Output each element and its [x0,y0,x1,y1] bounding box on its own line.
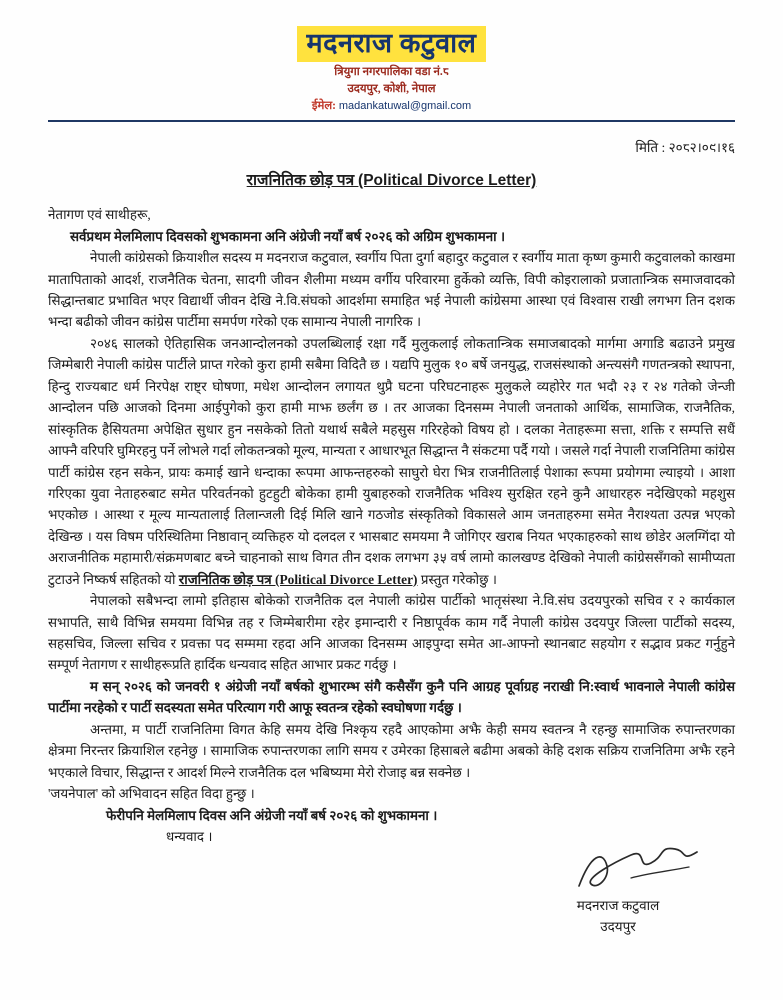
paragraph-2 [48,333,735,590]
signatory-place: उदयपुर [600,919,636,935]
paragraph-1: नेपाली कांग्रेसको क्रियाशील सदस्य म मदनराज कटुवाल, स्वर्गीय पिता दुर्गा बहादुर कटुवाल र स्वर्गीय माता कृष्ण कुमारी कटुवालको काखमा मातापिताको आदर्श, राजनैतिक चेतना, सादगी जीवन शैलीमा मध्यम वर्गीय परिवारमा हुर्केको व्यक्ति, विपी कोइरालाको प्रजातान्त्रिक समाजवादको सिद्धान्तबाट प्रभावित भएर विद्यार्थी जीवन देखि ने.वि.संघको आदर्शमा समाहित भई नेपाली कांग्रेसमा आस्था एवं विश्वास राखी लगभग तिन दशक भन्दा बढीको जीवन कांग्रेस पार्टीमा समर्पण गरेको एक सामान्य नेपाली नागरिक । [48,250,735,330]
salutation: नेतागण एवं साथीहरू, [48,207,151,223]
declaration-paragraph: म सन् २०२६ को जनवरी १ अंग्रेजी नयाँ बर्षको शुभारम्भ संगै कसैसँग कुनै पनि आग्रह पूर्वाग्रह नराखी नि:स्वार्थ भावनाले नेपाली कांग्रेस पार्टीमा नरहेको र पार्टी सदस्यता समेत परित्याग गरी आफू स्वतन्त्र रहेको स्वघोषणा गर्दछु । [48,678,735,716]
signatory-name: मदनराज कटुवाल [576,898,660,914]
document-title-nepali: राजनितिक छोड़ पत्र [246,172,359,190]
thanks-line: धन्यवाद । [166,828,213,844]
letterhead-divider [48,120,735,122]
signature-block [513,842,723,938]
jaya-nepal-line: 'जयनेपाल' को अभिवादन सहित विदा हुन्छु । [48,786,255,802]
sender-email-row [48,99,735,114]
letterhead [48,26,735,122]
sender-name: मदनराज कटुवाल [297,26,487,62]
letter-body [48,204,735,847]
signature-icon [573,842,703,894]
paragraph-2-closing: प्रस्तुत गरेकोछु । [417,571,497,587]
inline-title-nepali: राजनितिक छोड़ पत्र [178,571,275,587]
greeting-line: सर्वप्रथम मेलमिलाप दिवसको शुभकामना अनि अंग्रेजी नयाँ बर्ष २०२६ को अग्रिम शुभकामना । [70,228,506,244]
sender-address-line2: उदयपुर, कोशी, नेपाल [347,83,436,96]
paragraph-3: नेपालको सबैभन्दा लामो इतिहास बोकेको राजनैतिक दल नेपाली कांग्रेस पार्टीको भातृसंस्था ने.वि.संघ उदयपुरको सचिव र २ कार्यकाल सभापति, साथै विभिन्न समयमा विभिन्न तह र जिम्मेबारीमा रहेर इमान्दारी र निष्ठापूर्वक काम गर्दै नेपाली कांग्रेस उदयपुर जिल्ला पार्टीको सदस्य, सहसचिव, जिल्ला सचिव र प्रवक्ता पद सम्ममा रहदा अनि आजका दिनसम्म आइपुग्दा समेत आ-आफ्नो स्थानबाट सहयोग र सद्भाव प्रकट गर्नुहुने सम्पूर्ण नेतागण र साथीहरूप्रति हार्दिक धन्यवाद सहित आभार प्रकट गर्दछु । [48,593,735,673]
document-title [48,168,735,190]
inline-title-english: (Political Divorce Letter) [275,571,418,587]
paragraph-2-text: २०४६ सालको ऐतिहासिक जनआन्दोलनको उपलब्धिलाई रक्षा गर्दै मुलुकलाई लोकतान्त्रिक समाजबादको मार्गमा अगाडि बढाउने प्रमुख जिम्मेबारी नेपाली कांग्रेस पार्टीले प्राप्त गरेको कुरा हामी सबैमा विदितै छ । यद्यपि मुलुक १० बर्षे जनयुद्ध, राजसंस्थाको अन्त्यसंगै गणतन्त्रको स्थापना, हिन्दु राज्यबाट धर्म निरपेक्ष राष्ट्र घोषणा, मधेश आन्दोलन लगायत थुप्रै घटना परिघटनाहरू मुलुकले व्यहोरेर गत भदौ २३ र २४ गतेको जेन्जी आन्दोलन पछि आजको दिनमा आईपुगेको कुरा हामी माझ छर्लंग छ । तर आजका दिनसम्म नेपाली जनताको आर्थिक, सामाजिक, राजनैतिक, सांस्कृतिक हैसियतमा अपेक्षित सुधार हुन नसकेको तितो यथार्थ सबैले महसुस गरिरहेको विषय हो । दलका नेताहरूमा सत्ता, शक्ति र सम्पत्ति सधैं आफ्नै वरिपरि घुमिरहनु पर्ने लोभले गर्दा लोकतन्त्रको मूल्य, मान्यता र आधारभूत सिद्धान्त नै संकटमा पर्दै गयो । जसले गर्दा नेपाली राजनितिमा कांग्रेस पार्टी कांग्रेस रहन सकेन, प्रायः कमाई खाने धन्दाका रूपमा आफन्तहरुको साघुरो घेरा भित्र राजनीतिलाई पेशाका रूपमा प्रयोगमा ल्याइयो । आशा गरिएका युवा नेताहरुबाट समेत परिवर्तनको हुटहुटी बोकेका हामी युबाहरुको राजनैतिक भविश्य सुरक्षित रहने कुनै आधारहरु नदेखिएको महशुस भएकोछ । आस्था र मूल्य मान्यतालाई तिलान्जली दिई मिलि खाने गठजोड संस्कृतिको विकासले आम जनताहरुमा समेत नैराश्यता उत्पन्न भएको देखिन्छ । यस विषम परिस्थितिमा निष्ठावान् व्यक्तिहरु यो दलदल र भासबाट समयमा नै जोगिएर खराब नियत भएकाहरुको साथ छोडेर अलग्गिंदा यो अराजनीतिक महामारी/संक्रमणबाट बच्ने चाहनाको साथ विगत तीन दशक लगभग ३५ वर्ष लामो कालखण्ड देखिको नेपाली कांग्रेससँगको सामीप्यता टुटाउने निष्कर्ष सहितको यो [48,335,735,587]
email-address: madankatuwal@gmail.com [338,99,472,112]
final-paragraph: अन्तमा, म पार्टी राजनितिमा विगत केहि समय देखि निश्कृय रहदै आएकोमा अझै केही समय स्वतन्त्र नै रहन्छु सामाजिक रुपान्तरणका क्षेत्रमा निरन्तर क्रियाशिल रहनेछु । सामाजिक रुपान्तरणका लागि समय र उमेरका हिसाबले बढीमा अबको केहि दशक सक्रिय राजनितिमा अझै रहने भएकाले विचार, सिद्धान्त र आदर्श मिल्ने राजनैतिक दल भबिष्यमा मेरो रोजाइ बन्न सक्नेछ । [48,721,735,780]
email-label: ईमेल: [311,99,337,112]
closing-wish-line: फेरीपनि मेलमिलाप दिवस अनि अंग्रेजी नयाँ बर्ष २०२६ को शुभकामना । [106,807,438,823]
sender-address-line1: त्रियुगा नगरपालिका वडा नं.८ [334,65,449,78]
date-line: मिति : २०८२।०९।१६ [635,140,735,156]
document-title-english: (Political Divorce Letter) [358,172,537,190]
